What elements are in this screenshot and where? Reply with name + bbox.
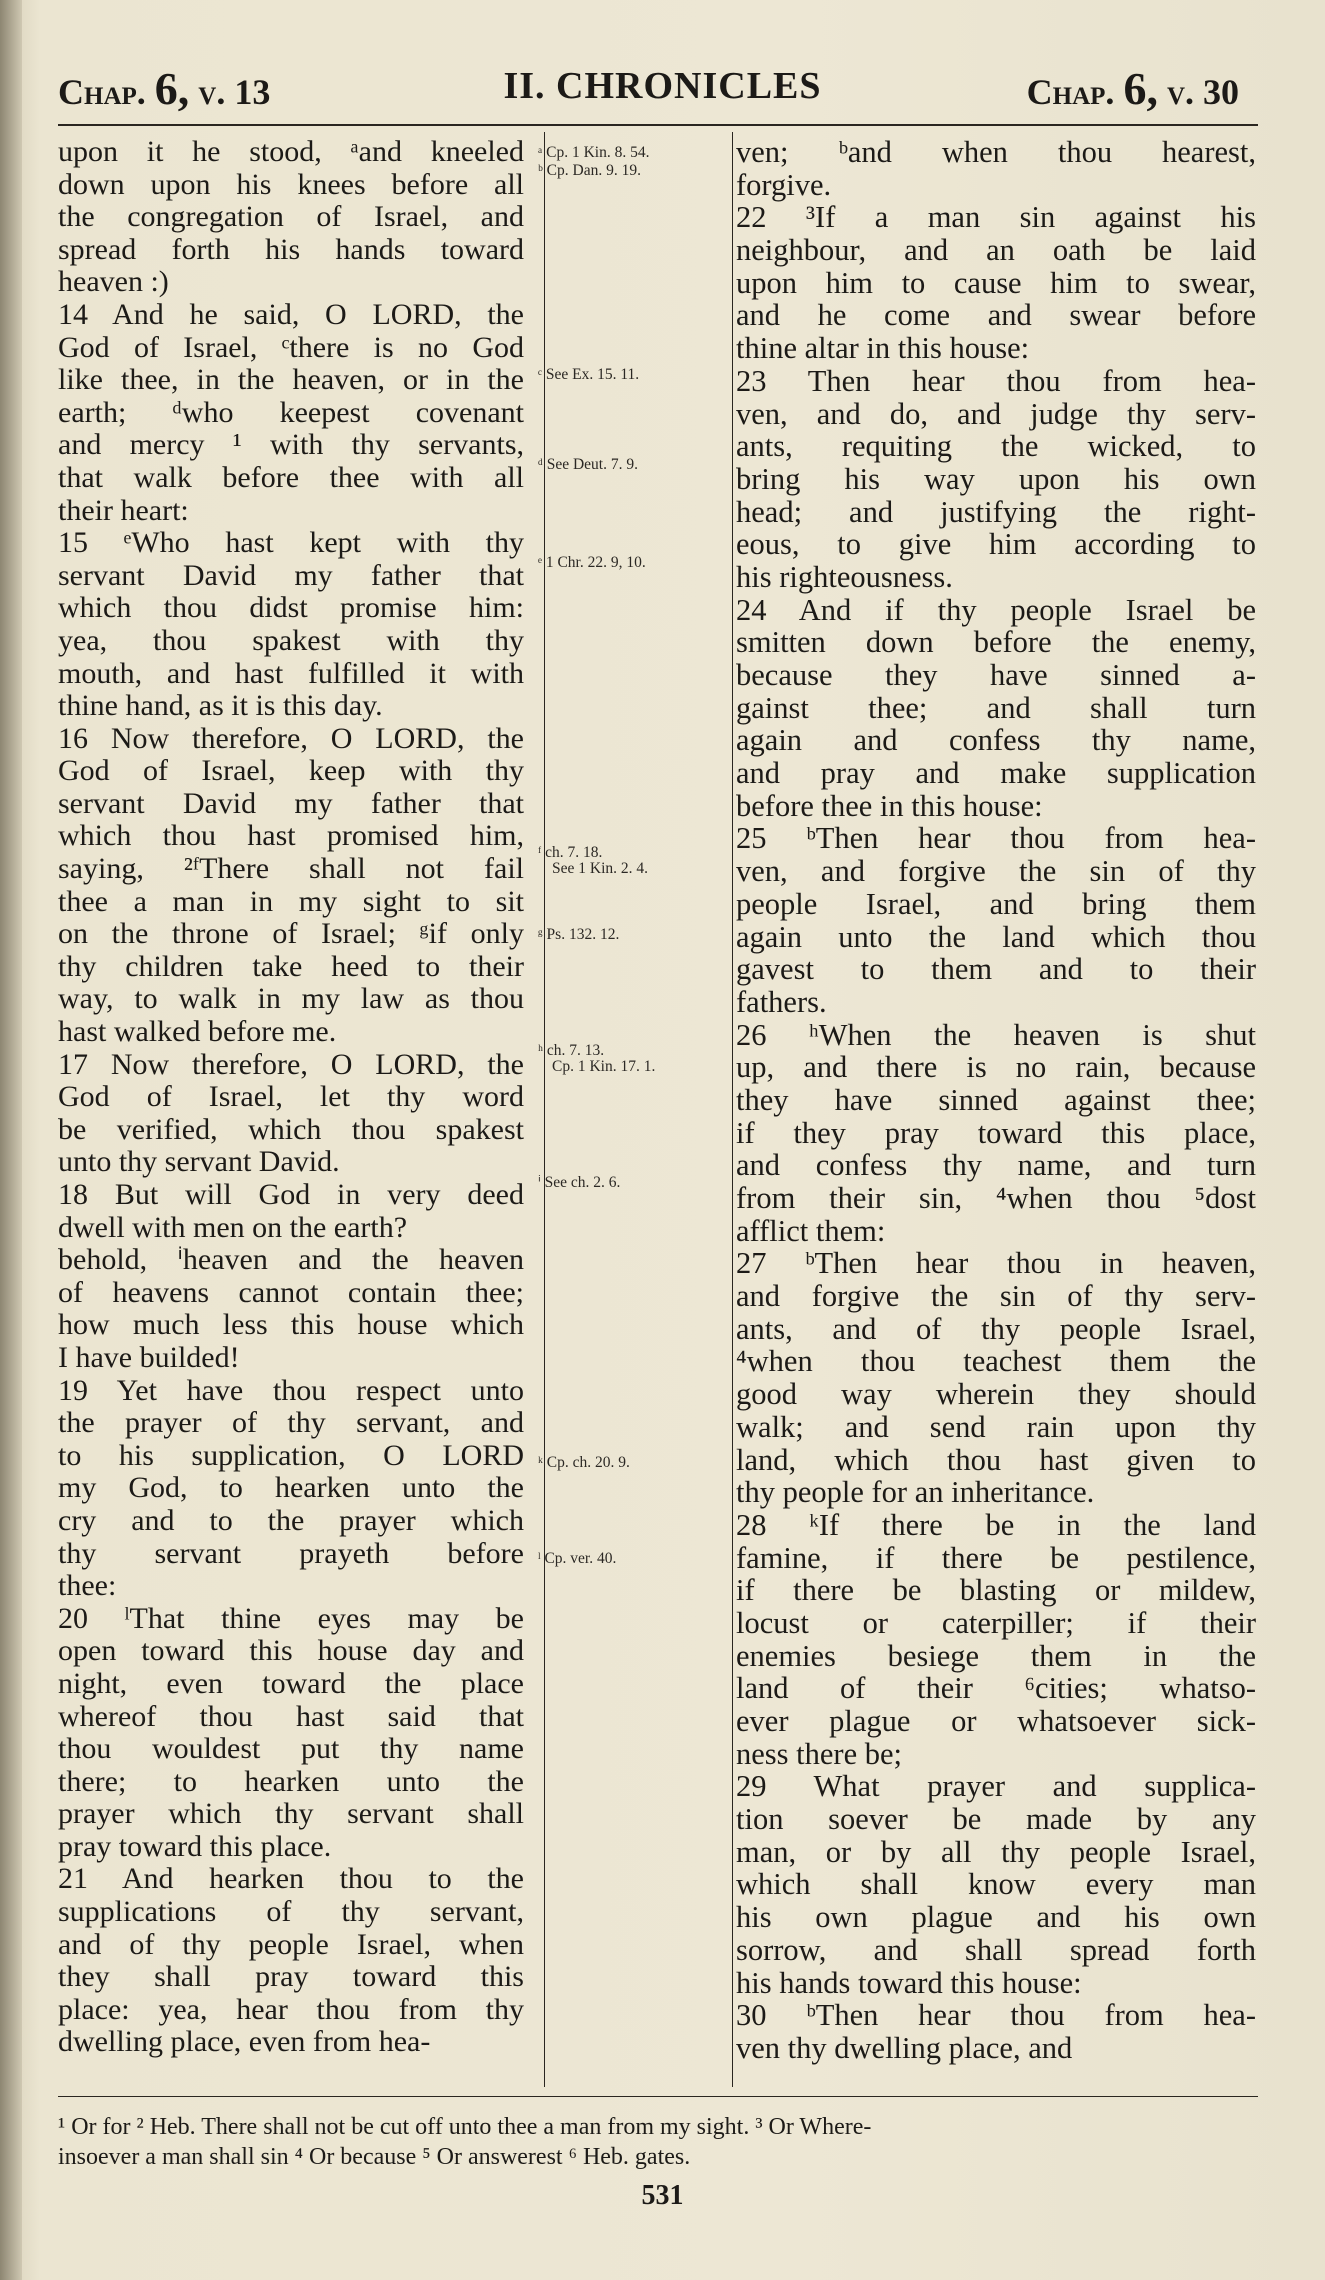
margin-reference: ᶠ ch. 7. 18. bbox=[538, 844, 603, 861]
text-line: spread forth his hands toward bbox=[58, 232, 524, 266]
text-line: place: yea, hear thou from thy bbox=[58, 1992, 524, 2026]
text-line: smitten down before the enemy, bbox=[736, 625, 1256, 660]
text-line: thou wouldest put thy name bbox=[58, 1732, 524, 1766]
text-line: famine, if there be pestilence, bbox=[736, 1540, 1256, 1575]
text-line: thine hand, as it is this day. bbox=[58, 689, 383, 723]
margin-reference: ᵇ Cp. Dan. 9. 19. bbox=[538, 162, 641, 179]
margin-reference: See 1 Kin. 2. 4. bbox=[552, 860, 649, 877]
text-line: there; to hearken unto the bbox=[58, 1764, 524, 1798]
text-line: his own plague and his own bbox=[736, 1900, 1256, 1935]
text-line: ⁴when thou teachest them the bbox=[736, 1344, 1256, 1379]
text-line: way, to walk in my law as thou bbox=[58, 982, 524, 1016]
header-left-prefix: Chap. bbox=[58, 72, 146, 112]
text-line: thy people for an inheritance. bbox=[736, 1475, 1095, 1510]
text-line: bring his way upon his own bbox=[736, 461, 1256, 496]
text-line: and he come and swear before bbox=[736, 298, 1256, 333]
text-line: ven, and do, and judge thy serv- bbox=[736, 396, 1256, 431]
text-line: pray toward this place. bbox=[58, 1829, 332, 1863]
text-line: of heavens cannot contain thee; bbox=[58, 1275, 524, 1309]
text-line: 16 Now therefore, O LORD, the bbox=[58, 721, 524, 755]
text-line: servant David my father that bbox=[58, 558, 524, 592]
text-line: from their sin, ⁴when thou ⁵dost bbox=[736, 1181, 1256, 1215]
text-line: prayer which thy servant shall bbox=[58, 1797, 524, 1831]
text-line: 19 Yet have thou respect unto bbox=[58, 1373, 524, 1407]
text-line: heaven :) bbox=[58, 265, 169, 299]
text-line: again and confess thy name, bbox=[736, 723, 1256, 758]
text-line: land, which thou hast given to bbox=[736, 1442, 1256, 1477]
text-line: his righteousness. bbox=[736, 559, 953, 594]
text-line: and forgive the sin of thy serv- bbox=[736, 1279, 1256, 1314]
text-line: God of Israel, let thy word bbox=[58, 1080, 524, 1114]
footnote-rule bbox=[58, 2096, 1258, 2097]
text-line: to his supplication, O LORD bbox=[58, 1438, 524, 1472]
text-line: before thee in this house: bbox=[736, 788, 1043, 823]
text-line: afflict them: bbox=[736, 1213, 886, 1248]
text-line: locust or caterpiller; if their bbox=[736, 1605, 1256, 1640]
text-line: their heart: bbox=[58, 493, 189, 527]
text-line: 27 ᵇThen hear thou in heaven, bbox=[736, 1246, 1256, 1281]
text-line: thine altar in this house: bbox=[736, 331, 1030, 366]
text-line: ness there be; bbox=[736, 1736, 902, 1771]
text-line: 14 And he said, O LORD, the bbox=[58, 297, 524, 331]
text-line: ants, requiting the wicked, to bbox=[736, 429, 1256, 464]
text-line: walk; and send rain upon thy bbox=[736, 1409, 1256, 1444]
text-line: I have builded! bbox=[58, 1340, 240, 1374]
text-line: unto thy servant David. bbox=[58, 1145, 340, 1179]
text-line: down upon his knees before all bbox=[58, 167, 524, 201]
text-line: be verified, which thou spakest bbox=[58, 1112, 524, 1146]
text-line: cry and to the prayer which bbox=[58, 1503, 524, 1537]
text-line: 21 And hearken thou to the bbox=[58, 1862, 524, 1896]
margin-reference: ᵃ Cp. 1 Kin. 8. 54. bbox=[538, 144, 650, 161]
text-line: God of Israel, ᶜthere is no God bbox=[58, 330, 524, 364]
text-line: saying, ²ᶠThere shall not fail bbox=[58, 852, 524, 886]
text-line: like thee, in the heaven, or in the bbox=[58, 363, 524, 397]
text-line: land of their ⁶cities; whatso- bbox=[736, 1671, 1256, 1706]
text-line: ven, and forgive the sin of thy bbox=[736, 854, 1256, 889]
text-line: 17 Now therefore, O LORD, the bbox=[58, 1047, 524, 1081]
text-line: upon it he stood, ᵃand kneeled bbox=[58, 135, 524, 168]
text-line: the prayer of thy servant, and bbox=[58, 1406, 524, 1440]
text-line: and of thy people Israel, when bbox=[58, 1927, 524, 1961]
text-line: thee a man in my sight to sit bbox=[58, 884, 524, 918]
text-line: earth; ᵈwho keepest covenant bbox=[58, 395, 524, 429]
text-line: mouth, and hast fulfilled it with bbox=[58, 656, 524, 690]
text-line: 30 ᵇThen hear thou from hea- bbox=[736, 1998, 1256, 2033]
text-line: that walk before thee with all bbox=[58, 460, 524, 494]
left-text-column bbox=[58, 136, 524, 2059]
text-line: 25 ᵇThen hear thou from hea- bbox=[736, 821, 1256, 856]
text-line: head; and justifying the right- bbox=[736, 494, 1256, 529]
text-line: his hands toward this house: bbox=[736, 1965, 1082, 2000]
text-line: servant David my father that bbox=[58, 786, 524, 820]
header-right-chapter: 6, bbox=[1123, 63, 1158, 114]
text-line: which thou hast promised him, bbox=[58, 819, 524, 853]
text-line: on the throne of Israel; ᵍif only bbox=[58, 917, 524, 951]
text-line: up, and there is no rain, because bbox=[736, 1050, 1256, 1085]
text-line: which thou didst promise him: bbox=[58, 591, 524, 625]
text-line: upon him to cause him to swear, bbox=[736, 265, 1256, 300]
text-line: and mercy ¹ with thy servants, bbox=[58, 428, 524, 462]
text-line: man, or by all thy people Israel, bbox=[736, 1834, 1256, 1869]
page-number: 531 bbox=[641, 2180, 684, 2211]
header-right-prefix: Chap. bbox=[1026, 72, 1115, 112]
text-line: 20 ˡThat thine eyes may be bbox=[58, 1601, 524, 1635]
margin-reference: ᵈ See Deut. 7. 9. bbox=[538, 456, 638, 473]
text-line: dwell with men on the earth? bbox=[58, 1210, 408, 1244]
text-line: 23 Then hear thou from hea- bbox=[736, 363, 1256, 398]
margin-reference: ᶜ See Ex. 15. 11. bbox=[538, 366, 640, 383]
margin-reference: ᵏ Cp. ch. 20. 9. bbox=[538, 1454, 630, 1471]
text-line: night, even toward the place bbox=[58, 1666, 524, 1700]
text-line: 26 ʰWhen the heaven is shut bbox=[736, 1017, 1256, 1052]
text-line: supplications of thy servant, bbox=[58, 1895, 524, 1929]
text-line: gavest to them and to their bbox=[736, 952, 1256, 987]
text-line: 28 ᵏIf there be in the land bbox=[736, 1507, 1256, 1542]
text-line: enemies besiege them in the bbox=[736, 1638, 1256, 1673]
text-line: good way wherein they should bbox=[736, 1377, 1256, 1412]
text-line: 22 ³If a man sin against his bbox=[736, 200, 1256, 235]
page-title: II. CHRONICLES bbox=[503, 65, 822, 107]
header-left-chapter: 6, bbox=[154, 63, 190, 114]
text-line: tion soever be made by any bbox=[736, 1802, 1256, 1837]
text-line: hast walked before me. bbox=[58, 1015, 337, 1049]
text-line: they shall pray toward this bbox=[58, 1960, 524, 1994]
text-line: and confess thy name, and turn bbox=[736, 1148, 1256, 1183]
column-divider-left bbox=[544, 132, 545, 2087]
text-line: how much less this house which bbox=[58, 1308, 524, 1342]
margin-reference: ᵉ 1 Chr. 22. 9, 10. bbox=[538, 554, 646, 571]
text-line: ven thy dwelling place, and bbox=[736, 2030, 1073, 2065]
text-line: sorrow, and shall spread forth bbox=[736, 1932, 1256, 1967]
right-text-column bbox=[736, 136, 1256, 2065]
text-line: if there be blasting or mildew, bbox=[736, 1573, 1256, 1608]
text-line: my God, to hearken unto the bbox=[58, 1471, 524, 1505]
margin-reference: ˡ Cp. ver. 40. bbox=[538, 1550, 617, 1567]
text-line: they have sinned against thee; bbox=[736, 1082, 1256, 1117]
text-line: 18 But will God in very deed bbox=[58, 1178, 524, 1211]
header-right-verse: v. 30 bbox=[1166, 72, 1239, 112]
margin-reference: ᵍ Ps. 132. 12. bbox=[538, 926, 620, 943]
book-spine-shadow bbox=[0, 0, 22, 2280]
text-line: thy servant prayeth before bbox=[58, 1536, 524, 1570]
text-line: God of Israel, keep with thy bbox=[58, 754, 524, 788]
header-rule bbox=[58, 124, 1258, 126]
text-line: again unto the land which thou bbox=[736, 919, 1256, 954]
text-line: neighbour, and an oath be laid bbox=[736, 233, 1256, 268]
text-line: people Israel, and bring them bbox=[736, 886, 1256, 921]
text-line: eous, to give him according to bbox=[736, 527, 1256, 562]
text-line: and pray and make supplication bbox=[736, 756, 1256, 791]
text-line: the congregation of Israel, and bbox=[58, 200, 524, 234]
text-line: thee: bbox=[58, 1569, 117, 1603]
text-line: 24 And if thy people Israel be bbox=[736, 592, 1256, 627]
text-line: 29 What prayer and supplica- bbox=[736, 1769, 1256, 1804]
footnote-line-2: insoever a man shall sin ⁴ Or because ⁵ Or answerest ⁶ Heb. gates. bbox=[58, 2144, 691, 2170]
margin-reference: ⁱ See ch. 2. 6. bbox=[538, 1174, 621, 1191]
header-right bbox=[1027, 62, 1239, 118]
margin-reference: Cp. 1 Kin. 17. 1. bbox=[552, 1058, 656, 1075]
text-line: ven; ᵇand when thou hearest, bbox=[736, 135, 1256, 169]
text-line: dwelling place, even from hea- bbox=[58, 2025, 431, 2059]
text-line: ants, and of thy people Israel, bbox=[736, 1311, 1256, 1346]
header-left-verse: v. 13 bbox=[198, 72, 271, 112]
text-line: fathers. bbox=[736, 984, 827, 1019]
text-line: because they have sinned a- bbox=[736, 658, 1256, 692]
text-line: thy children take heed to their bbox=[58, 949, 524, 983]
text-line: whereof thou hast said that bbox=[58, 1699, 524, 1733]
text-line: yea, thou spakest with thy bbox=[58, 623, 524, 657]
text-line: which shall know every man bbox=[736, 1867, 1256, 1902]
margin-reference: ʰ ch. 7. 13. bbox=[538, 1042, 605, 1059]
text-line: behold, ⁱheaven and the heaven bbox=[58, 1243, 524, 1277]
column-divider-right bbox=[732, 132, 733, 2087]
text-line: forgive. bbox=[736, 167, 832, 202]
text-line: ever plague or whatsoever sick- bbox=[736, 1704, 1256, 1738]
text-line: 15 ᵉWho hast kept with thy bbox=[58, 526, 524, 560]
text-line: if they pray toward this place, bbox=[736, 1115, 1256, 1150]
text-line: open toward this house day and bbox=[58, 1634, 524, 1668]
text-line: gainst thee; and shall turn bbox=[736, 690, 1256, 725]
footnote-line-1: ¹ Or for ² Heb. There shall not be cut off unto thee a man from my sight. ³ Or Where- bbox=[58, 2114, 872, 2140]
